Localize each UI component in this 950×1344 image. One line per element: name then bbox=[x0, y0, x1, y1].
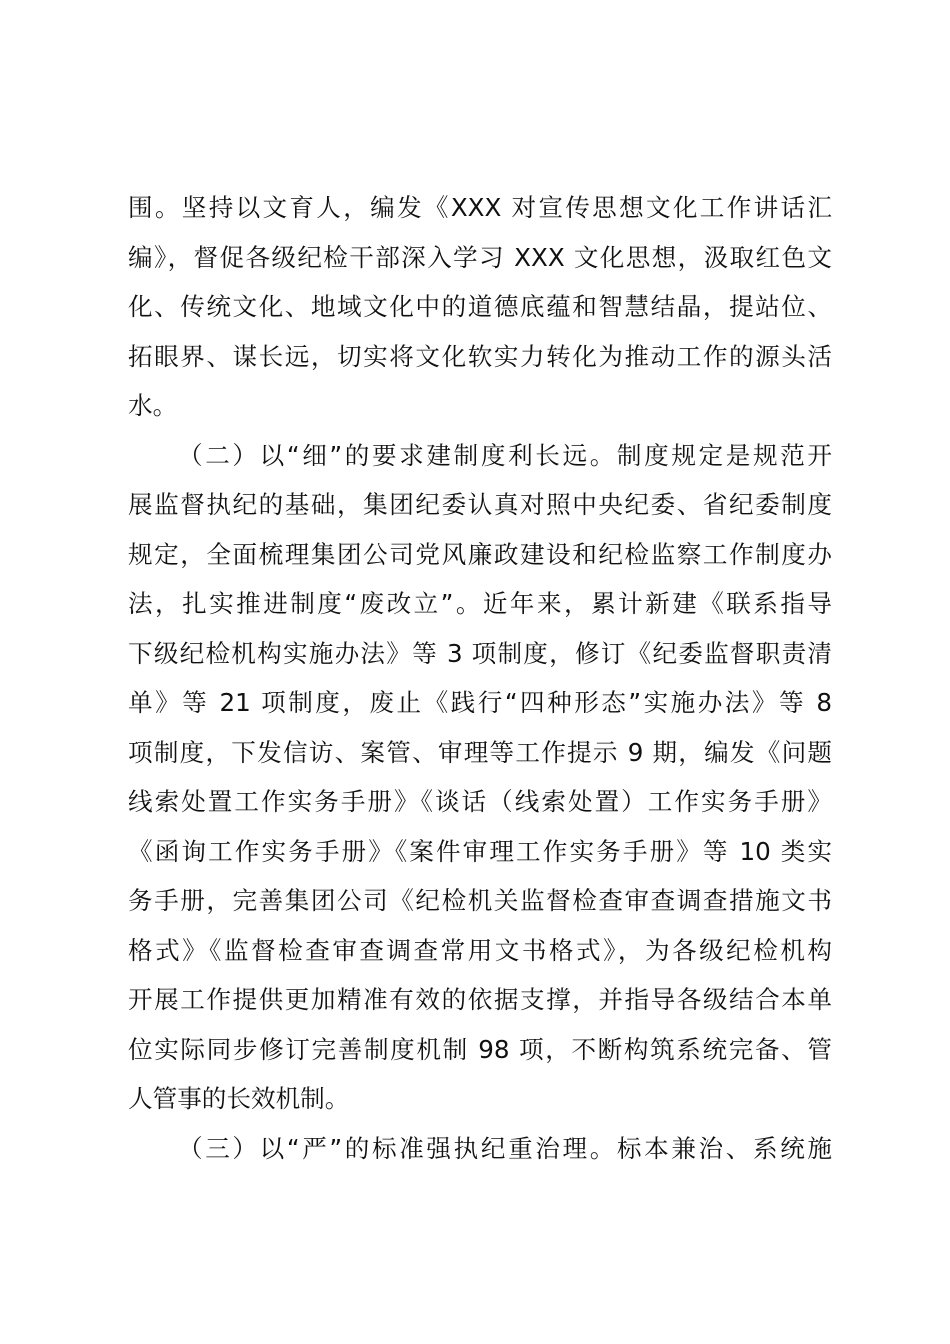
section-heading-2: （二）以“细”的要求建制度利长远。制度规定是规范开 bbox=[178, 440, 832, 470]
text-line: 位实际同步修订完善制度机制 98 项，不断构筑系统完备、管 bbox=[128, 1034, 832, 1064]
text-line: 规定，全面梳理集团公司党风廉政建设和纪检监察工作制度办 bbox=[128, 539, 832, 569]
text-line: 线索处置工作实务手册》《谈话（线索处置）工作实务手册》 bbox=[128, 787, 832, 816]
text-line: 拓眼界、谋长远，切实将文化软实力转化为推动工作的源头活 bbox=[128, 341, 832, 371]
text-line: 下级纪检机构实施办法》等 3 项制度，修订《纪委监督职责清 bbox=[128, 638, 832, 668]
text-line-paragraph-end: 水。 bbox=[128, 391, 178, 420]
text-line: 法，扎实推进制度“废改立”。近年来，累计新建《联系指导 bbox=[128, 589, 832, 618]
text-line: 格式》《监督检查审查调查常用文书格式》，为各级纪检机构 bbox=[128, 935, 832, 965]
text-line: 单》等 21 项制度，废止《践行“四种形态”实施办法》等 8 bbox=[128, 688, 832, 717]
text-line: 围。坚持以文育人，编发《XXX 对宣传思想文化工作讲话汇 bbox=[128, 193, 832, 222]
text-line: 务手册，完善集团公司《纪检机关监督检查审查调查措施文书 bbox=[128, 886, 832, 915]
document-body bbox=[128, 183, 832, 1173]
text-line: 化、传统文化、地域文化中的道德底蕴和智慧结晶，提站位、 bbox=[128, 292, 832, 321]
text-line: 《函询工作实务手册》《案件审理工作实务手册》等 10 类实 bbox=[128, 836, 832, 866]
text-line: 编》，督促各级纪检干部深入学习 XXX 文化思想，汲取红色文 bbox=[128, 242, 832, 272]
text-line-paragraph-end: 人管事的长效机制。 bbox=[128, 1084, 350, 1113]
text-line: 展监督执纪的基础，集团纪委认真对照中央纪委、省纪委制度 bbox=[128, 490, 832, 519]
text-line: 项制度，下发信访、案管、审理等工作提示 9 期，编发《问题 bbox=[128, 737, 832, 767]
section-heading-3: （三）以“严”的标准强执纪重治理。标本兼治、系统施 bbox=[178, 1133, 832, 1163]
text-line: 开展工作提供更加精准有效的依据支撑，并指导各级结合本单 bbox=[128, 985, 832, 1014]
